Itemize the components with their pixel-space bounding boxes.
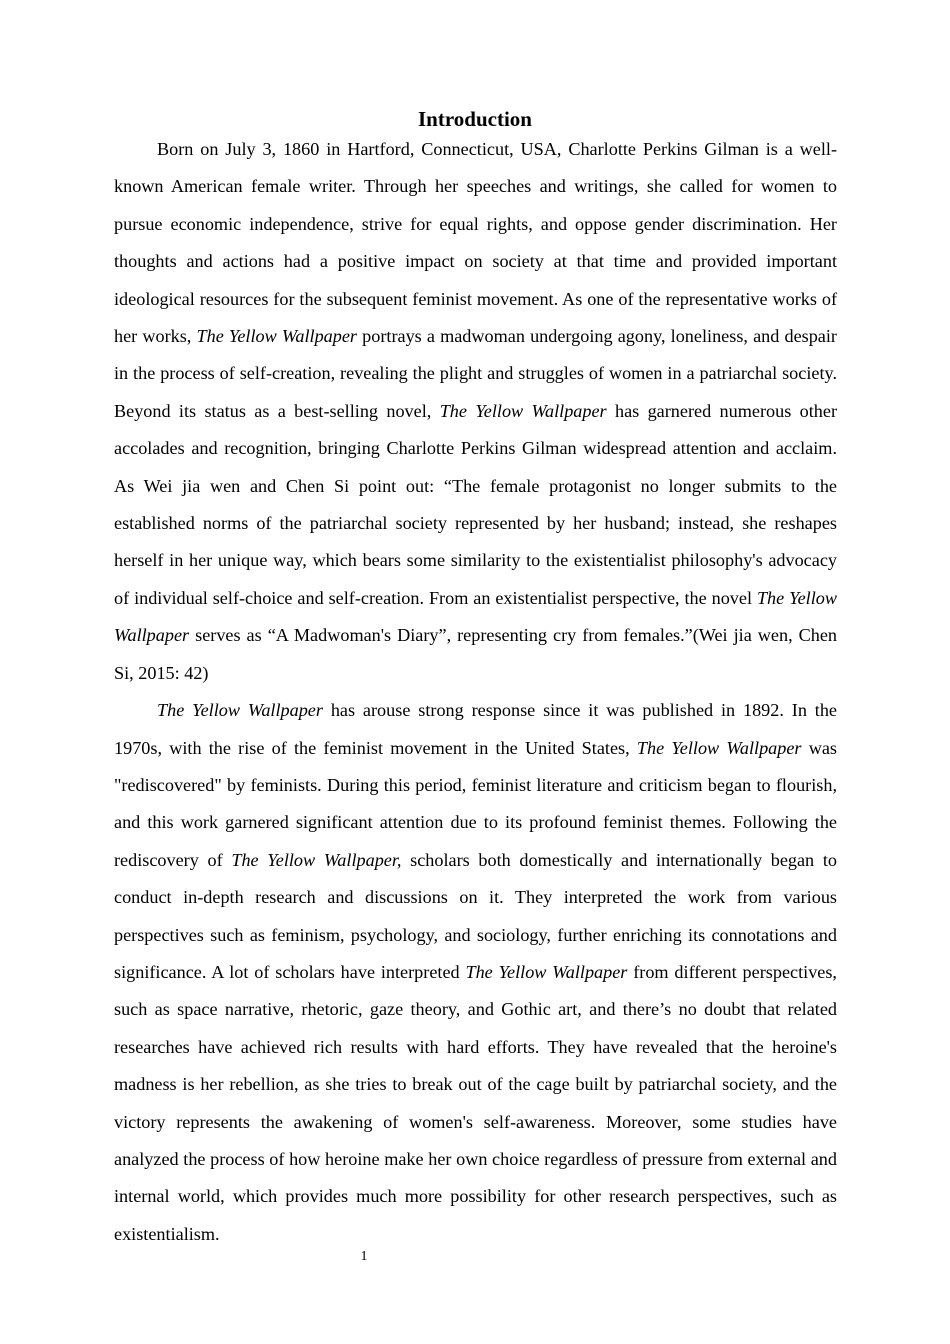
book-title: The Yellow Wallpaper, [231,849,402,870]
paragraph-text: from different perspectives, such as space narrative, rhetoric, gaze theory, and Gothic art, and there’s no doubt that related researches have achieved rich results with hard efforts. They have revealed that the heroine's madness is her rebellion, as she tries to break out of the cage built by patriarchal society, and the victory represents the awakening of women's self-awareness. Moreover, some studies have analyzed the process of how heroine make her own choice regardless of pressure from external and internal world, which provides much more possibility for other research perspectives, such as existentialism. [114,961,837,1244]
paragraph-2 [114,692,837,1253]
paragraph-text: Born on July 3, 1860 in Hartford, Connecticut, USA, Charlotte Perkins Gilman is a well-known American female writer. Through her speeches and writings, she called for women to pursue economic independence, strive for equal rights, and oppose gender discrimination. Her thoughts and actions had a positive impact on society at that time and provided important ideological resources for the subsequent feminist movement. As one of the representative works of her works, [114,139,837,347]
paragraph-text: scholars both domestically and internationally began to conduct in-depth research and discussions on it. They interpreted the work from various perspectives such as feminism, psychology, and sociology, further enriching its connotations and significance. A lot of scholars have interpreted [114,849,837,982]
paragraph-text: was "rediscovered" by feminists. During this period, feminist literature and criticism began to flourish, and this work garnered significant attention due to its profound feminist themes. Following the rediscovery of [114,737,838,870]
page-title: Introduction [418,107,532,131]
book-title: The Yellow Wallpaper [636,737,802,758]
book-title: The Yellow Wallpaper [465,961,628,982]
book-title: The Yellow Wallpaper [196,326,358,347]
page-number: 1 [360,1249,368,1264]
paragraph-text: serves as “A Madwoman's Diary”, representing cry from females.”(Wei jia wen, Chen Si, 2015: 42) [114,625,837,683]
paragraph-text: has arouse strong response since it was published in 1892. In the 1970s, with the rise of the feminist movement in the United States, [114,700,837,758]
book-title: The Yellow Wallpaper [439,400,607,421]
paragraph-text: portrays a madwoman undergoing agony, loneliness, and despair in the process of self-creation, revealing the plight and struggles of women in a patriarchal society. Beyond its status as a best-selling novel, [114,326,837,421]
body-text [114,131,837,1253]
book-title: The Yellow Wallpaper [114,587,837,646]
paragraph-text: has garnered numerous other accolades and recognition, bringing Charlotte Perkins Gilman widespread attention and acclaim. As Wei jia wen and Chen Si point out: “The female protagonist no longer submits to the established norms of the patriarchal society represented by her husband; instead, she reshapes herself in her unique way, which bears some similarity to the existentialist philosophy's advocacy of individual self-choice and self-creation. From an existentialist perspective, the novel [114,400,837,608]
book-title: The Yellow Wallpaper [157,700,323,721]
paragraph-1 [114,131,837,692]
